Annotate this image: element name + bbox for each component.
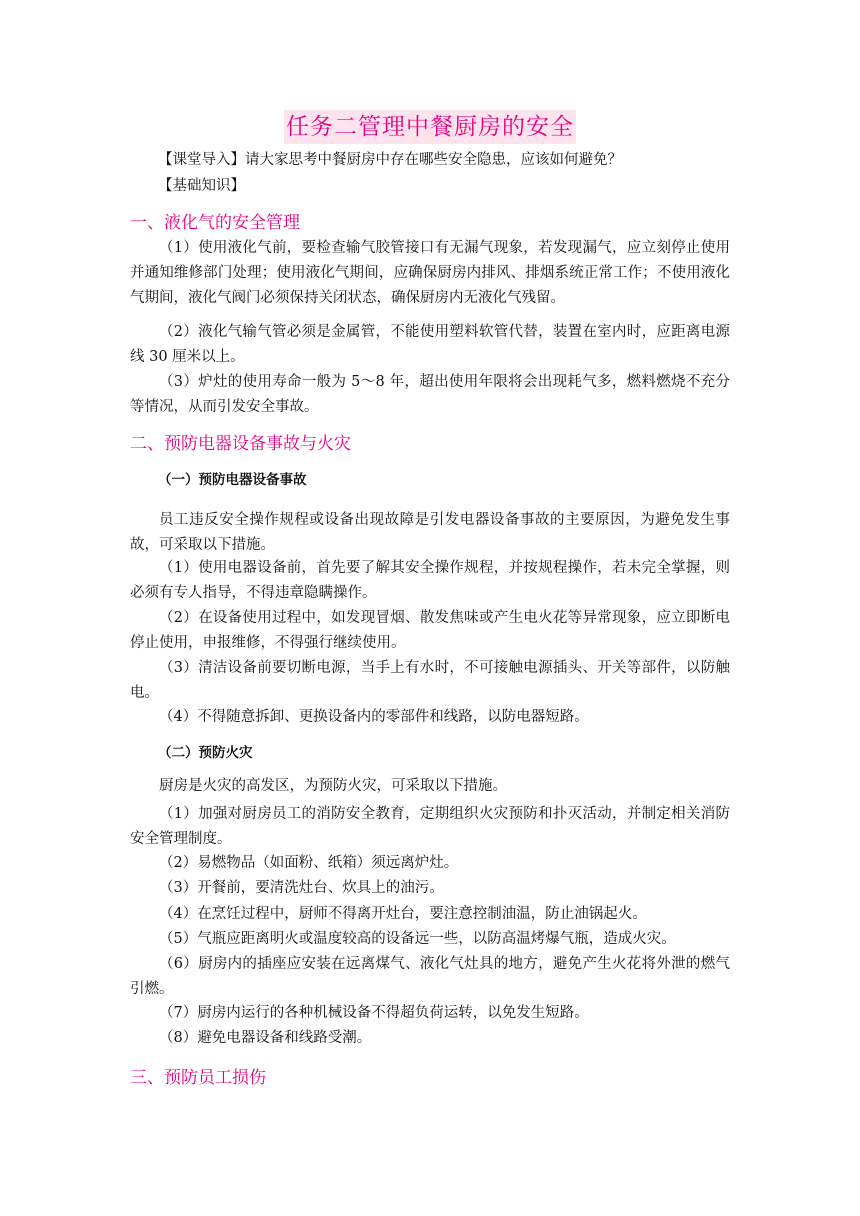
paragraph: （1）使用电器设备前，首先要了解其安全操作规程，并按规程操作，若未完全掌握，则必须有专人指导，不得违章隐瞒操作。 <box>130 560 730 601</box>
paragraph: （2）易燃物品（如面粉、纸箱）须远离炉灶。 <box>159 855 459 871</box>
section-heading-electrical-fire: 二、预防电器设备事故与火灾 <box>130 434 351 454</box>
subsection-heading-electrical: （一）预防电器设备事故 <box>158 472 307 488</box>
classroom-intro: 【课堂导入】请大家思考中餐厨房中存在哪些安全隐患，应该如何避免？ <box>158 152 622 168</box>
basic-knowledge-label: 【基础知识】 <box>158 178 245 194</box>
paragraph: （2）液化气输气管必须是金属管，不能使用塑料软管代替，装置在室内时，应距离电源线 30 厘米以上。 <box>130 324 730 365</box>
subsection-heading-fire: （二）预防火灾 <box>158 745 253 761</box>
paragraph: （8）避免电器设备和线路受潮。 <box>159 1030 372 1046</box>
paragraph: 厨房是火灾的高发区，为预防火灾，可采取以下措施。 <box>159 778 507 794</box>
paragraph: （3）开餐前，要清洗灶台、炊具上的油污。 <box>159 880 444 896</box>
paragraph: （4）在烹饪过程中，厨师不得离开灶台，要注意控制油温，防止油锅起火。 <box>159 906 647 922</box>
paragraph: （3）清洁设备前要切断电源，当手上有水时，不可接触电源插头、开关等部件，以防触电。 <box>130 660 730 701</box>
paragraph: （4）不得随意拆卸、更换设备内的零部件和线路，以防电器短路。 <box>159 709 589 725</box>
paragraph: （7）厨房内运行的各种机械设备不得超负荷运转，以免发生短路。 <box>159 1005 589 1021</box>
paragraph: 员工违反安全操作规程或设备出现故障是引发电器设备事故的主要原因，为避免发生事故，可采取以下措施。 <box>130 512 730 553</box>
page-title: 任务二管理中餐厨房的安全 <box>284 110 576 144</box>
title-container <box>0 110 860 144</box>
paragraph: （1）加强对厨房员工的消防安全教育，定期组织火灾预防和扑灭活动，并制定相关消防安全管理制度。 <box>130 806 730 847</box>
paragraph: （5）气瓶应距离明火或温度较高的设备远一些，以防高温烤爆气瓶，造成火灾。 <box>159 931 676 947</box>
paragraph: （3）炉灶的使用寿命一般为 5～8 年，超出使用年限将会出现耗气多，燃料燃烧不充分等情况，从而引发安全事故。 <box>130 374 730 415</box>
section-heading-lpg: 一、液化气的安全管理 <box>130 213 300 233</box>
paragraph: （1）使用液化气前，要检查输气胶管接口有无漏气现象，若发现漏气，应立刻停止使用并通知维修部门处理；使用液化气期间，应确保厨房内排风、排烟系统正常工作；不使用液化气期间，液化气阀门必须保持关闭状态，确保厨房内无液化气残留。 <box>130 240 730 306</box>
paragraph: （6）厨房内的插座应安装在远离煤气、液化气灶具的地方，避免产生火花将外泄的燃气引燃。 <box>130 956 730 997</box>
section-heading-injury: 三、预防员工损伤 <box>130 1068 266 1088</box>
paragraph: （2）在设备使用过程中，如发现冒烟、散发焦味或产生电火花等异常现象，应立即断电停止使用，申报维修，不得强行继续使用。 <box>130 610 730 651</box>
